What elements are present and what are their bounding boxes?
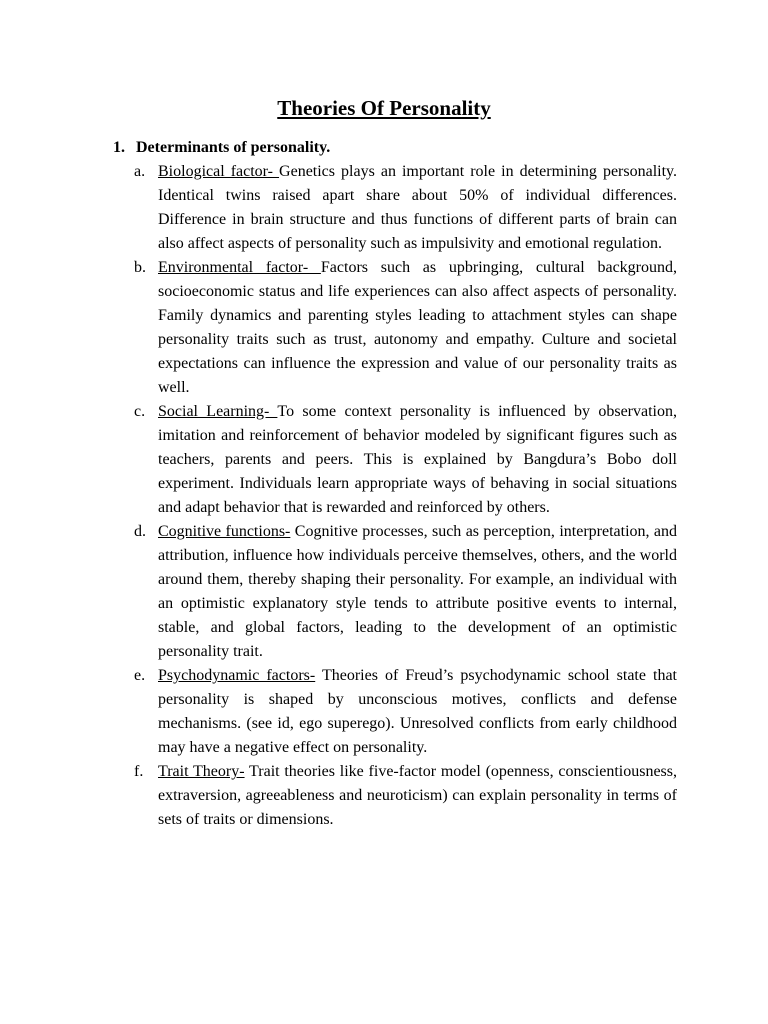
list-item-text: Theories of Freud’s psychodynamic school state that personality is shaped by unconscious motives, conflicts and defense mechanisms. (see id, ego superego). Unresolved conflicts from early childhood may have a negative effect on personality. [158,667,677,756]
list-item-marker: d. [134,523,146,540]
list-item-text: Trait theories like five-factor model (openness, conscientiousness, extraversion, agreeableness and neuroticism) can explain personality in terms of sets of traits or dimensions. [158,763,678,828]
section-determinants [111,136,681,832]
list-item [134,160,677,256]
list-item [134,760,678,832]
list-item-marker: b. [134,259,146,276]
list-item-term: Psychodynamic factors- [158,667,316,684]
list-item-text: Genetics plays an important role in determining personality. Identical twins raised apart share about 50% of individual differences. Difference in brain structure and thus functions of different parts of brain can also affect aspects of personality such as impulsivity and emotional regulation. [158,163,677,252]
list-item-marker: a. [134,163,146,180]
list-item-term: Biological factor- [158,163,280,180]
list-item-text: To some context personality is influenced by observation, imitation and reinforcement of behavior modeled by significant figures such as teachers, parents and peers. This is explained by Bangdura’s Bobo doll experiment. Individuals learn appropriate ways of behaving in social situations and adapt behavior that is rewarded and reinforced by others. [158,403,678,516]
list-item [134,664,677,760]
list-item-term: Social Learning- [158,403,278,420]
list-item [134,400,678,520]
list-item-term: Cognitive functions- [158,523,291,540]
section-number: 1. [113,139,125,156]
section-heading [111,136,681,160]
list-item-term: Environmental factor- [158,259,321,276]
page-title: Theories Of Personality [277,96,491,120]
section-heading-text: Determinants of personality. [136,139,331,156]
list-item-text: Factors such as upbringing, cultural background, socioeconomic status and life experiences can also affect aspects of personality. Family dynamics and parenting styles leading to attachment styles can shape personality traits such as trust, autonomy and empathy. Culture and societal expectations can influence the expression and value of our personality traits as well. [158,259,677,396]
determinants-list [111,160,681,832]
list-item [134,256,677,400]
list-item-marker: e. [134,667,146,684]
list-item [134,520,677,664]
list-item-marker: f. [134,763,144,780]
list-item-term: Trait Theory- [158,763,245,780]
list-item-marker: c. [134,403,146,420]
list-item-text: Cognitive processes, such as perception, interpretation, and attribution, influence how individuals perceive themselves, others, and the world around them, thereby shaping their personality. For example, an individual with an optimistic explanatory style tends to attribute positive events to internal, stable, and global factors, leading to the development of an optimistic personality trait. [158,523,677,660]
